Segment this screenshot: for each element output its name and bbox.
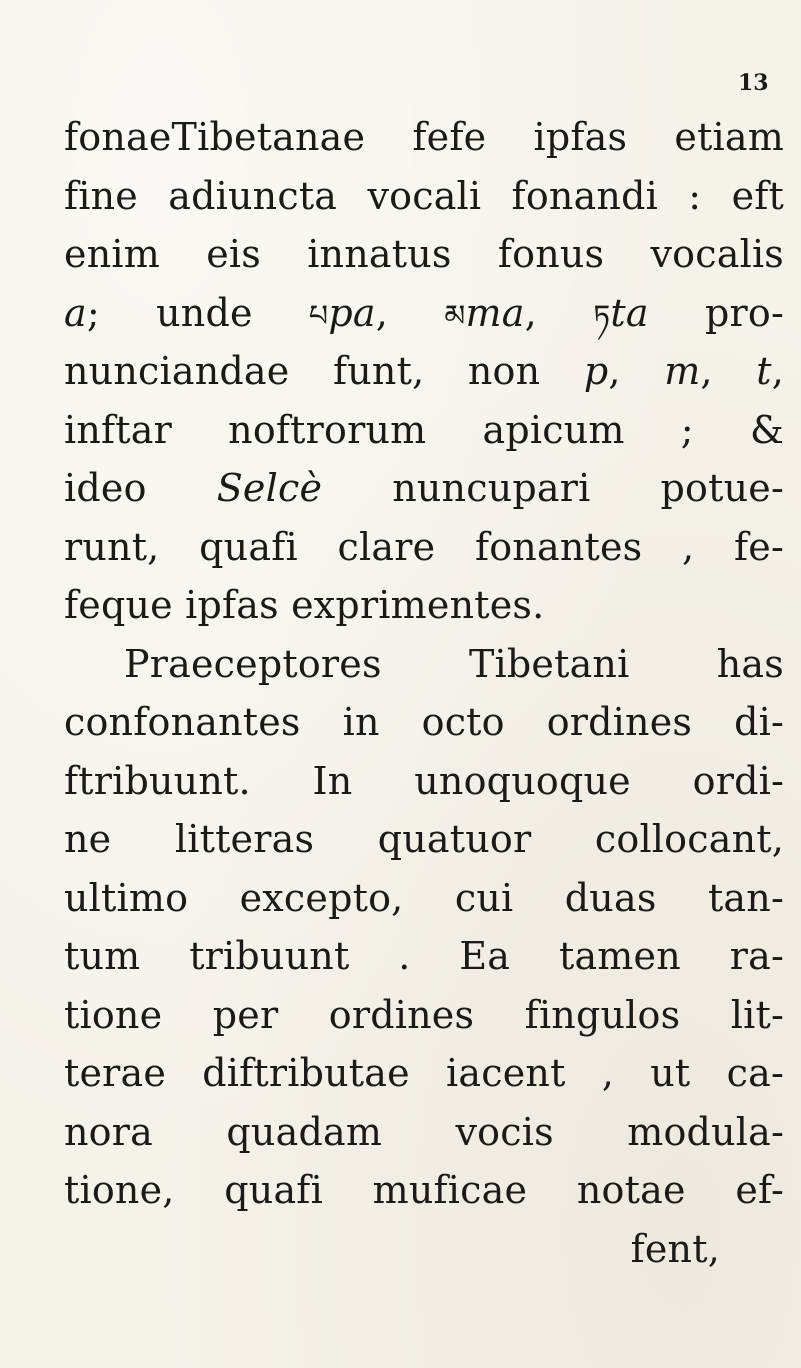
text-line [64,284,784,343]
page-number: 13 [738,70,769,96]
text-line: inftar noftrorum apicum ; & [64,407,784,452]
text-fragment: pa [328,290,376,335]
text-line: ne litteras quatuor collocant, [64,817,784,861]
text-fragment: , [608,349,665,393]
text-fragment: , [524,290,594,335]
text-fragment: , [700,349,757,393]
text-line [64,342,784,401]
text-line: enim eis innatus fonus vocalis [64,232,784,276]
text-fragment: p [583,349,609,393]
text-line: runt, quafi clare fonantes , fe- [64,524,784,569]
text-line: terae diftributae iacent , ut ca- [64,1051,784,1095]
text-line [64,459,784,518]
text-line: tum tribuunt . Ea tamen ra- [64,934,784,978]
text-fragment: a [64,290,87,335]
text-line: nora quadam vocis modula- [64,1109,784,1154]
text-line: fonaeTibetanae fefe ipfas etiam [64,115,784,159]
text-fragment: pro- [648,290,785,335]
text-line: ftribuunt. In unoquoque ordi- [64,758,784,803]
text-line: confonantes in octo ordines di- [64,700,784,744]
text-line: fent, [630,1226,720,1271]
text-line: fine adiuncta vocali fonandi : eft [64,173,784,218]
text-line: feque ipfas exprimentes. [64,583,545,627]
tibetan-letter: ཏ [593,298,611,334]
text-fragment: nunciandae funt, non [64,349,584,393]
text-fragment: , [771,349,784,393]
text-fragment: ; unde [86,290,309,335]
text-fragment: ta [610,290,649,335]
text-line: tione, quafi muficae notae ef- [64,1168,784,1212]
text-fragment: , [375,290,445,335]
text-fragment: ideo [64,466,217,510]
text-line: Praeceptores Tibetani has [124,641,784,686]
text-fragment: nuncupari potue- [322,466,784,510]
text-line: tione per ordines fingulos lit- [64,992,784,1037]
tibetan-letter: པ [308,298,329,334]
text-fragment: ma [465,290,525,335]
text-fragment: Selcè [216,466,323,510]
text-fragment: t [756,349,772,393]
body-text [64,108,784,1278]
text-fragment: m [664,349,701,393]
tibetan-letter: མ [444,298,466,334]
text-line: ultimo excepto, cui duas tan- [64,875,784,920]
